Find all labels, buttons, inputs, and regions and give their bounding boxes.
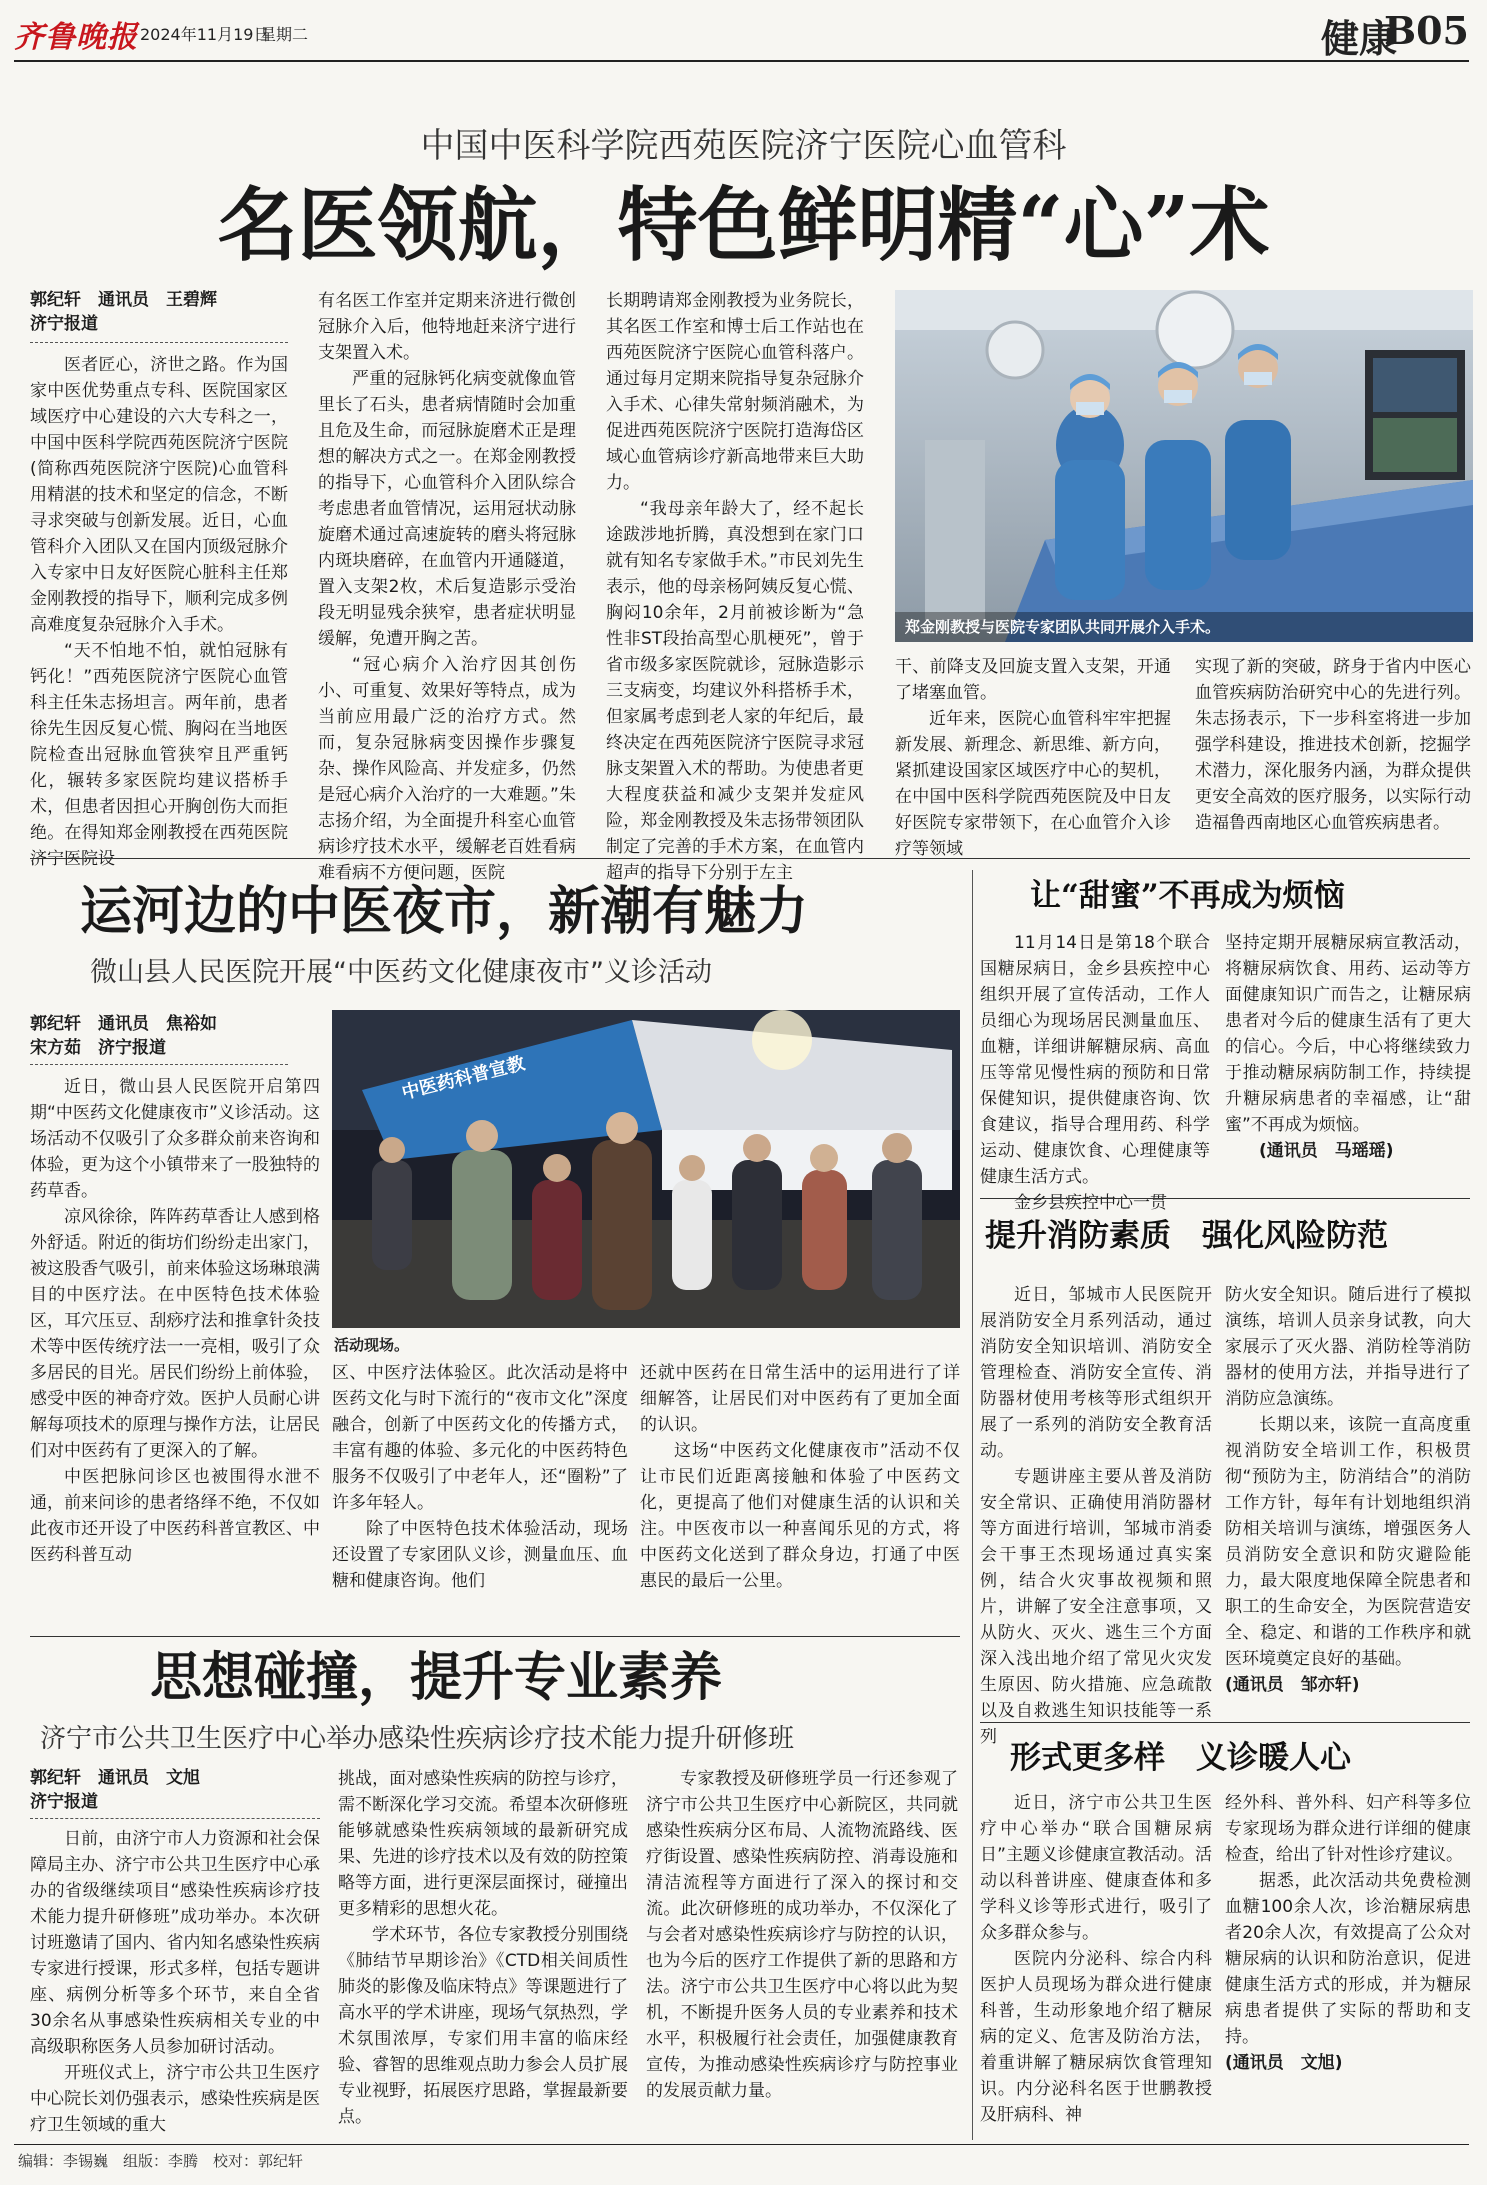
story3-headline: 思想碰撞，提升专业素养 xyxy=(150,1647,723,1708)
right-column-divider xyxy=(972,870,973,2140)
issue-weekday: 星期二 xyxy=(260,25,309,44)
story1-bottom-rule xyxy=(30,858,1470,859)
operating-room-illustration xyxy=(895,290,1473,642)
footer-rule xyxy=(14,2144,1469,2145)
story1-column-5: 实现了新的突破，跻身于省内中医心血管疾病防治研究中心的先进行列。朱志扬表示，下一步科室将进一步加强学科建设，推进技术创新，挖掘学术潜力，深化服务内涵，为群众提供更安全高效的医疗服务，以实际行动造福鲁西南地区心血管疾病患者。 xyxy=(1195,657,1471,833)
story6-headline: 形式更多样 义诊暖人心 xyxy=(1010,1740,1351,1776)
masthead-rule xyxy=(14,60,1469,62)
story5-credit: (通讯员 邹亦轩) xyxy=(1225,1675,1360,1695)
story1-column-1: 医者匠心，济世之路。作为国家中医优势重点专科、医院国家区域医疗中心建设的六大专科之一，中国中医科学院西苑医院济宁医院(简称西苑医院济宁医院)心血管科用精湛的技术和坚定的信念，不断寻求突破与创新发展。近日，心血管科介入团队又在国内顶级冠脉介入专家中日友好医院心脏科主任郑金刚教授的指导下，顺利完成多例高难度复杂冠脉介入手术。 “天不怕地不怕，就怕冠脉有钙化！”西苑医院济宁医院心血管科主任朱志扬坦言。两年前，患者徐先生因反复心慌、胸闷在当地医院检查出冠脉血管狭窄且严重钙化，辗转多家医院均建议搭桥手术，但患者因担心开胸创伤大而拒绝。在得知郑金刚教授在西苑医院济宁医院设 xyxy=(30,355,288,869)
story3-kicker: 济宁市公共卫生医疗中心举办感染性疾病诊疗技术能力提升研修班 xyxy=(40,1724,795,1754)
story2-column-3: 还就中医药在日常生活中的运用进行了详细解答，让居民们对中医药有了更加全面的认识。 这场“中医药文化健康夜市”活动不仅让市民们近距离接触和体验了中医药文化，更提高了他们对健康生活的认识和关注。中医夜市以一种喜闻乐见的方式，将中医药文化送到了群众身边，打通了中医惠民的最后一公里。 xyxy=(640,1363,960,1591)
story2-column-2: 区、中医疗法体验区。此次活动是将中医药文化与时下流行的“夜市文化”深度融合，创新了中医药文化的传播方式，丰富有趣的体验、多元化的中医药特色服务不仅吸引了中老年人，还“圈粉”了许多年轻人。 除了中医特色技术体验活动，现场还设置了专家团队义诊，测量血压、血糖和健康咨询。他们 xyxy=(332,1363,628,1591)
story3-column-1: 日前，由济宁市人力资源和社会保障局主办、济宁市公共卫生医疗中心承办的省级继续项目“感染性疾病诊疗技术能力提升研修班”成功举办。本次研讨班邀请了国内、省内知名感染性疾病专家进行授课，形式多样，包括专题讲座、病例分析等多个环节，来自全省30余名从事感染性疾病相关专业的中高级职称医务人员参加研讨活动。 开班仪式上，济宁市公共卫生医疗中心院长刘仍强表示，感染性疾病是医疗卫生领域的重大 xyxy=(30,1829,320,2135)
story5-headline: 提升消防素质 强化风险防范 xyxy=(985,1218,1388,1254)
story1-byline-rule xyxy=(30,342,288,343)
story6-column-1: 近日，济宁市公共卫生医疗中心举办“联合国糖尿病日”主题义诊健康宣教活动。活动以科普讲座、健康查体和多学科义诊等形式进行，吸引了众多群众参与。 医院内分泌科、综合内科医护人员现场为群众进行健康科普，生动形象地介绍了糖尿病的定义、危害及防治方法，着重讲解了糖尿病饮食管理知识。内分泌科名医于世鹏教授及肝病科、神 xyxy=(980,1793,1212,2125)
story1-kicker: 中国中医科学院西苑医院济宁医院心血管科 xyxy=(420,126,1067,166)
story1-headline: 名医领航，特色鲜明精“心”术 xyxy=(217,178,1270,272)
story5-column-1: 近日，邹城市人民医院开展消防安全月系列活动，通过消防安全知识培训、消防安全管理检查、消防安全宣传、消防器材使用考核等形式组织开展了一系列的消防安全教育活动。 专题讲座主要从普及消防安全常识、正确使用消防器材等方面进行培训，邹城市消委会干事王杰现场通过真实案例，结合火灾事故视频和照片，讲解了安全注意事项，又从防火、灭火、逃生三个方面深入浅出地介绍了常见火灾发生原因、防火措施、应急疏散以及自救逃生知识技能等一系列 xyxy=(980,1285,1212,1747)
story4-headline: 让“甜蜜”不再成为烦恼 xyxy=(1030,878,1345,914)
story1-photo-caption: 郑金刚教授与医院专家团队共同开展介入手术。 xyxy=(905,618,1221,636)
page-number: B05 xyxy=(1384,8,1469,53)
story1-column-2: 有名医工作室并定期来济进行微创冠脉介入后，他特地赶来济宁进行支架置入术。 严重的冠脉钙化病变就像血管里长了石头，患者病情随时会加重且危及生命，而冠脉旋磨术正是理想的解决方式之一。在郑金刚教授的指导下，心血管科介入团队综合考虑患者血管情况，运用冠状动脉旋磨术通过高速旋转的磨头将冠脉内斑块磨碎，在血管内开通隧道，置入支架2枚，术后复造影示受治段无明显残余狭窄，患者症状明显缓解，免遭开胸之苦。 “冠心病介入治疗因其创伤小、可重复、效果好等特点，成为当前应用最广泛的治疗方式。然而，复杂冠脉病变因操作步骤复杂、操作风险高、并发症多，仍然是冠心病介入治疗的一大难题。”朱志扬介绍，为全面提升科室心血管病诊疗技术水平，缓解老百姓看病难看病不方便问题，医院 xyxy=(318,291,576,883)
story4-column-1: 11月14日是第18个联合国糖尿病日，金乡县疾控中心组织开展了宣传活动，工作人员细心为现场居民测量血压、血糖，详细讲解糖尿病、高血压等常见慢性病的预防和日常保健知识，提供健康咨询、饮食建议，指导合理用药、科学运动、健康饮食、心理健康等健康生活方式。 金乡县疾控中心一贯 xyxy=(980,933,1210,1213)
story2-byline: 郭纪轩 通讯员 焦裕如 宋方茹 济宁报道 xyxy=(30,1014,217,1058)
story2-kicker: 微山县人民医院开展“中医药文化健康夜市”义诊活动 xyxy=(90,957,712,988)
night-market-illustration xyxy=(332,1010,960,1328)
story2-headline: 运河边的中医夜市，新潮有魅力 xyxy=(80,881,809,942)
newspaper-logo: 齐鲁晚报 xyxy=(14,20,138,55)
footer-credits: 编辑：李锡巍 组版：李腾 校对：郭纪轩 xyxy=(18,2152,304,2170)
story3-column-2: 挑战，面对感染性疾病的防控与诊疗，需不断深化学习交流。希望本次研修班能够就感染性疾病领域的最新研究成果、先进的诊疗技术以及有效的防控策略等方面，进行更深层面探讨，碰撞出更多精彩的思想火花。 学术环节，各位专家教授分别围绕《肺结节早期诊治》《CTD相关间质性肺炎的影像及临床特点》等课题进行了高水平的学术讲座，现场气氛热烈，学术氛围浓厚，专家们用丰富的临床经验、睿智的思维观点助力参会人员扩展专业视野，拓展医疗思路，掌握最新要点。 xyxy=(338,1769,628,2127)
story1-column-3: 长期聘请郑金刚教授为业务院长，其名医工作室和博士后工作站也在西苑医院济宁医院心血管科落户。通过每月定期来院指导复杂冠脉介入手术、心律失常射频消融术，为促进西苑医院济宁医院打造海岱区域心血管病诊疗新高地带来巨大助力。 “我母亲年龄大了，经不起长途跋涉地折腾，真没想到在家门口就有知名专家做手术。”市民刘先生表示，他的母亲杨阿姨反复心慌、胸闷10余年，2月前被诊断为“急性非ST段抬高型心肌梗死”，曾于省市级多家医院就诊，冠脉造影示三支病变，均建议外科搭桥手术，但家属考虑到老人家的年纪后，最终决定在西苑医院济宁医院寻求冠脉支架置入术的帮助。为使患者更大程度获益和减少支架并发症风险，郑金刚教授及朱志扬带领团队制定了完善的手术方案，在血管内超声的指导下分别于左主 xyxy=(606,291,864,883)
story5-column-2: 防火安全知识。随后进行了模拟演练，培训人员亲身试教，向大家展示了灭火器、消防栓等消防器材的使用方法，并指导进行了消防应急演练。 长期以来，该院一直高度重视消防安全培训工作，积极贯彻“预防为主，防消结合”的消防工作方针，每年有计划地组织消防相关培训与演练，增强医务人员消防安全意识和防灾避险能力，最大限度地保障全院患者和职工的生命安全，为医院营造安全、稳定、和谐的工作秩序和就医环境奠定良好的基础。 (通讯员 邹亦轩) xyxy=(1225,1282,1471,1714)
story2-night-market-photo xyxy=(332,1010,960,1328)
story4-bottom-rule xyxy=(980,1198,1470,1199)
story3-column-3: 专家教授及研修班学员一行还参观了济宁市公共卫生医疗中心新院区，共同就感染性疾病分区布局、人流物流路线、医疗街设置、感染性疾病防控、消毒设施和清洁流程等方面进行了深入的探讨和交流。此次研修班的成功举办，不仅深化了与会者对感染性疾病诊疗与防控的认识，也为今后的医疗工作提供了新的思路和方法。济宁市公共卫生医疗中心将以此为契机，不断提升医务人员的专业素养和技术水平，积极履行社会责任，加强健康教育宣传，为推动感染性疾病诊疗与防控事业的发展贡献力量。 xyxy=(646,1769,958,2101)
story6-column-2: 经外科、普外科、妇产科等多位专家现场为群众进行详细的健康检查，给出了针对性诊疗建议。 据悉，此次活动共免费检测血糖100余人次，诊治糖尿病患者20余人次，有效提高了公众对糖尿病的认识和防治意识，促进健康生活方式的形成，并为糖尿病患者提供了实际的帮助和支持。 (通讯员 文旭) xyxy=(1225,1790,1471,2140)
issue-date: 2024年11月19日 xyxy=(140,25,270,44)
story3-byline-rule xyxy=(30,1818,320,1819)
story4-column-2: 坚持定期开展糖尿病宣教活动，将糖尿病饮食、用药、运动等方面健康知识广而告之，让糖尿病患者对今后的健康生活有了更大的信心。今后，中心将继续致力于推动糖尿病防制工作，持续提升糖尿病患者的幸福感，让“甜蜜”不再成为烦恼。 (通讯员 马瑶瑶) xyxy=(1225,930,1471,1192)
story6-credit: (通讯员 文旭) xyxy=(1225,2053,1343,2073)
story5-bottom-rule xyxy=(980,1722,1470,1723)
story2-photo-caption: 活动现场。 xyxy=(334,1336,410,1354)
story1-surgery-photo xyxy=(895,290,1473,642)
story2-column-1: 近日，微山县人民医院开启第四期“中医药文化健康夜市”义诊活动。这场活动不仅吸引了众多群众前来咨询和体验，更为这个小镇带来了一股独特的药草香。 凉风徐徐，阵阵药草香让人感到格外舒适。附近的街坊们纷纷走出家门，被这股香气吸引，前来体验这场琳琅满目的中医疗法。在中医特色技术体验区，耳穴压豆、刮痧疗法和推拿针灸技术等中医传统疗法一一亮相，吸引了众多居民的目光。居民们纷纷上前体验，感受中医的神奇疗效。医护人员耐心讲解每项技术的原理与操作方法，让居民们对中医药有了更深入的了解。 中医把脉问诊区也被围得水泄不通，前来问诊的患者络绎不绝，不仅如此夜市还开设了中医药科普宣教区、中医药科普互动 xyxy=(30,1077,320,1565)
story2-byline-rule xyxy=(30,1064,288,1065)
story1-column-4: 干、前降支及回旋支置入支架，开通了堵塞血管。 近年来，医院心血管科牢牢把握新发展、新理念、新思维、新方向，紧抓建设国家区域医疗中心的契机，在中国中医科学院西苑医院及中日友好医院专家带领下，在心血管介入诊疗等领域 xyxy=(895,657,1171,859)
story4-credit: (通讯员 马瑶瑶) xyxy=(1259,1141,1394,1161)
section-name: 健康 xyxy=(1320,16,1397,61)
story2-bottom-rule xyxy=(30,1636,960,1637)
story3-byline: 郭纪轩 通讯员 文旭 济宁报道 xyxy=(30,1768,200,1812)
story2-photo-sign: 中医药科普宣教 xyxy=(399,1053,528,1104)
story1-byline: 郭纪轩 通讯员 王碧辉 济宁报道 xyxy=(30,290,217,334)
